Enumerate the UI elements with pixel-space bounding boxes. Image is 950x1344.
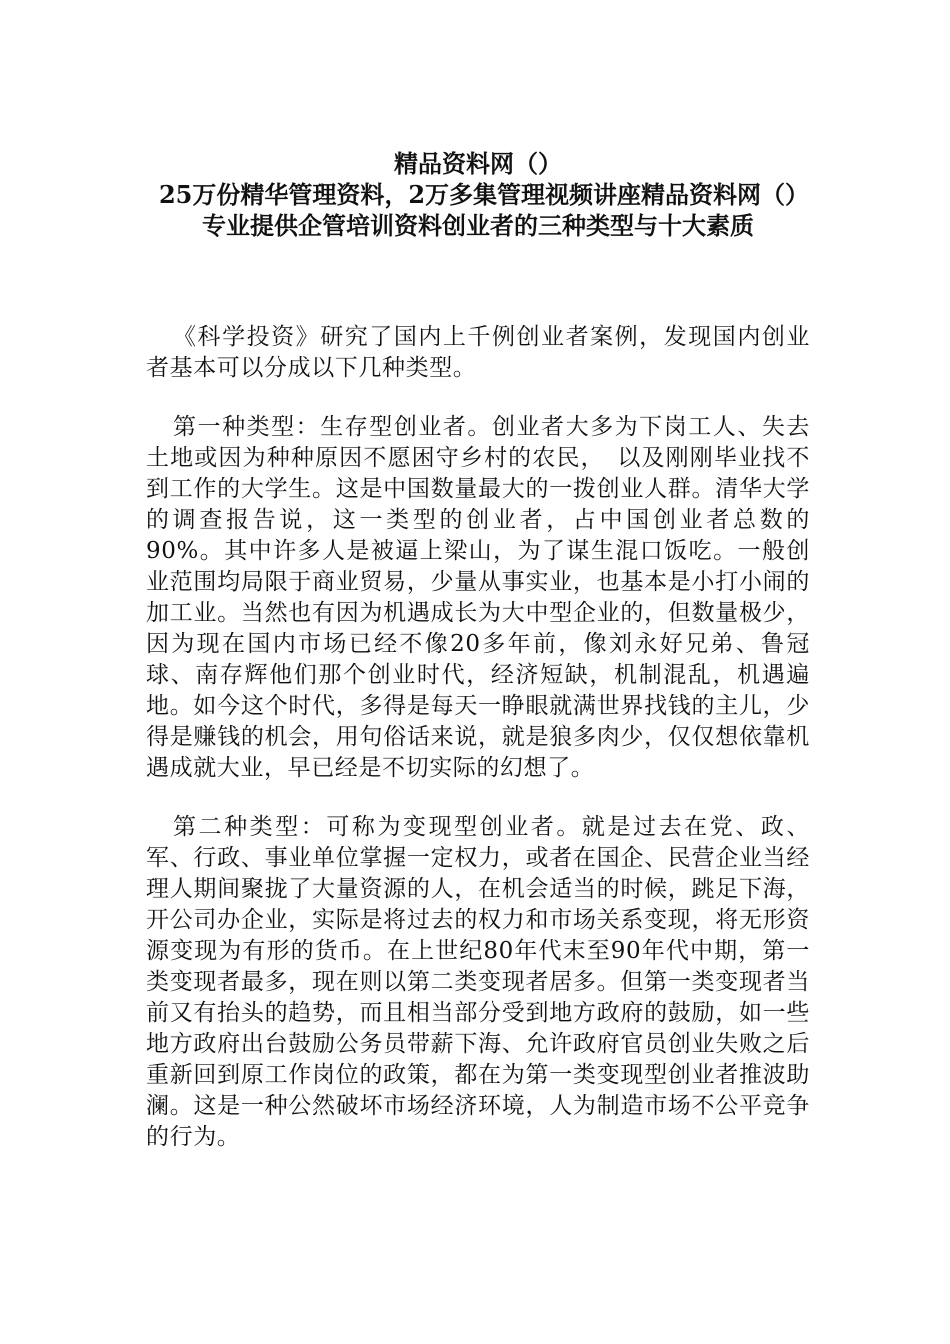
paragraph-intro: 《科学投资》研究了国内上千例创业者案例，发现国内创业者基本可以分成以下几种类型。: [146, 324, 810, 381]
paragraph-type-one: 第一种类型：生存型创业者。创业者大多为下岗工人、失去土地或因为种种原因不愿困守乡村的农民， 以及刚刚毕业找不到工作的大学生。这是中国数量最大的一拨创业人群。清华大学的调查报告说，这一类型的创业者，占中国创业者总数的90%。其中许多人是被逼上梁山，为了谋生混口饭吃。一般创业范围均局限于商业贸易，少量从事实业，也基本是小打小闹的加工业。当然也有因为机遇成长为大中型企业的，但数量极少，因为现在国内市场已经不像20多年前，像刘永好兄弟、鲁冠球、南存辉他们那个创业时代，经济短缺，机制混乱，机遇遍地。如今这个时代，多得是每天一睁眼就满世界找钱的主儿，少得是赚钱的机会，用句俗话来说，就是狼多肉少，仅仅想依靠机遇成就大业，早已经是不切实际的幻想了。: [146, 414, 810, 781]
article-body: [146, 322, 810, 1181]
paragraph-type-two: 第二种类型：可称为变现型创业者。就是过去在党、政、军、行政、事业单位掌握一定权力，或者在国企、民营企业当经理人期间聚拢了大量资源的人，在机会适当的时候，跳足下海，开公司办企业，实际是将过去的权力和市场关系变现，将无形资源变现为有形的货币。在上世纪80年代末至90年代中期，第一类变现者最多，现在则以第二类变现者居多。但第一类变现者当前又有抬头的趋势，而且相当部分受到地方政府的鼓励，如一些地方政府出台鼓励公务员带薪下海、允许政府官员创业失败之后重新回到原工作岗位的政策，都在为第一类变现型创业者推波助澜。这是一种公然破坏市场经济环境，人为制造市场不公平竞争的行为。: [146, 814, 810, 1150]
document-title: [146, 148, 822, 241]
site-name-heading: 精品资料网（）: [394, 149, 562, 178]
article-title-heading: 25万份精华管理资料，2万多集管理视频讲座精品资料网（） 专业提供企管培训资料创业者的三种类型与十大素质: [158, 180, 822, 240]
